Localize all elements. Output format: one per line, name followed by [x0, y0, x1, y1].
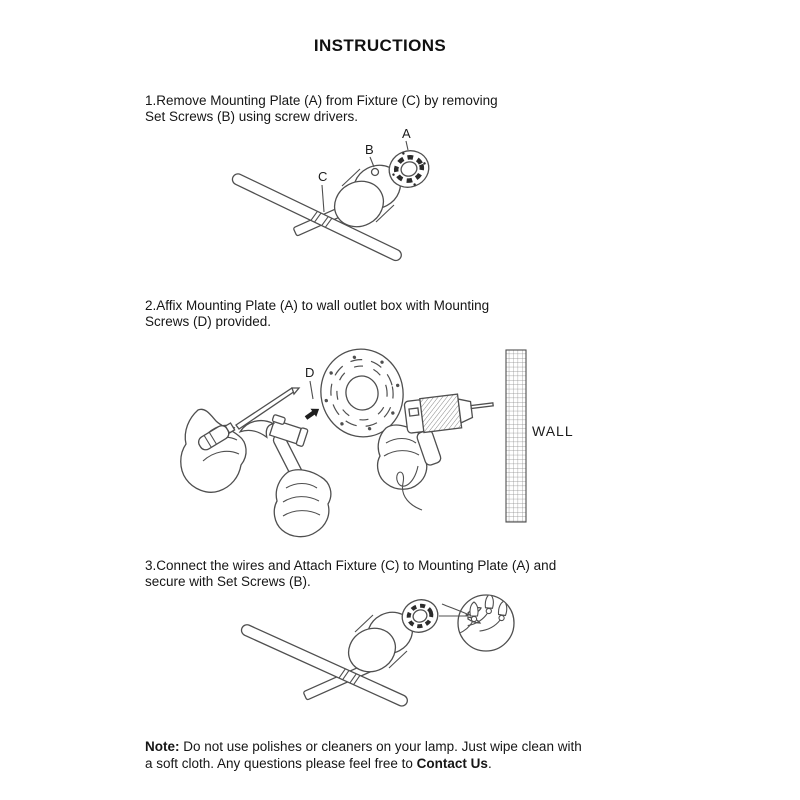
- label-b: [365, 142, 374, 167]
- step-1-line-1: 1.Remove Mounting Plate (A) from Fixture (C) by removing: [145, 93, 498, 108]
- label-d: [303, 365, 322, 422]
- note-line-1: [145, 738, 625, 755]
- step-1-diagram: [225, 124, 435, 276]
- note-suffix: .: [487, 756, 492, 771]
- svg-text:D: D: [305, 365, 315, 380]
- wall-label: WALL: [532, 423, 574, 439]
- svg-text:B: B: [365, 142, 374, 157]
- page-title: INSTRUCTIONS: [313, 36, 447, 55]
- step-2-line-1: 2.Affix Mounting Plate (A) to wall outlet box with Mounting: [145, 298, 490, 313]
- hand-with-hammer: [240, 406, 331, 537]
- wiring-detail: [439, 593, 514, 651]
- note-text-2: a soft cloth. Any questions please feel free to: [145, 756, 417, 771]
- note-text-1: Do not use polishes or cleaners on your lamp. Just wipe clean with: [179, 739, 582, 754]
- wall: [506, 350, 574, 522]
- mounting-screw-icon: [303, 405, 322, 422]
- step-2-text: [145, 298, 489, 330]
- step-1-line-2: Set Screws (B) using screw drivers.: [145, 109, 359, 124]
- svg-text:A: A: [402, 126, 411, 141]
- contact-us-link[interactable]: Contact Us: [416, 756, 488, 771]
- svg-text:C: C: [318, 169, 328, 184]
- set-screw-hole: [372, 169, 379, 176]
- step-3-line-1: 3.Connect the wires and Attach Fixture (C) to Mounting Plate (A) and: [145, 558, 557, 573]
- step-1-text: [145, 93, 498, 125]
- note-prefix: Note:: [145, 739, 180, 754]
- step-3-line-2: secure with Set Screws (B).: [145, 574, 311, 589]
- step-3-diagram: [230, 588, 530, 730]
- note-line-2: [145, 755, 625, 772]
- step-3-text: [145, 558, 556, 590]
- label-c: [318, 169, 327, 212]
- step-2-diagram: [170, 336, 580, 548]
- step-2-line-2: Screws (D) provided.: [145, 314, 272, 329]
- care-note: [145, 738, 625, 772]
- label-a: [402, 126, 411, 150]
